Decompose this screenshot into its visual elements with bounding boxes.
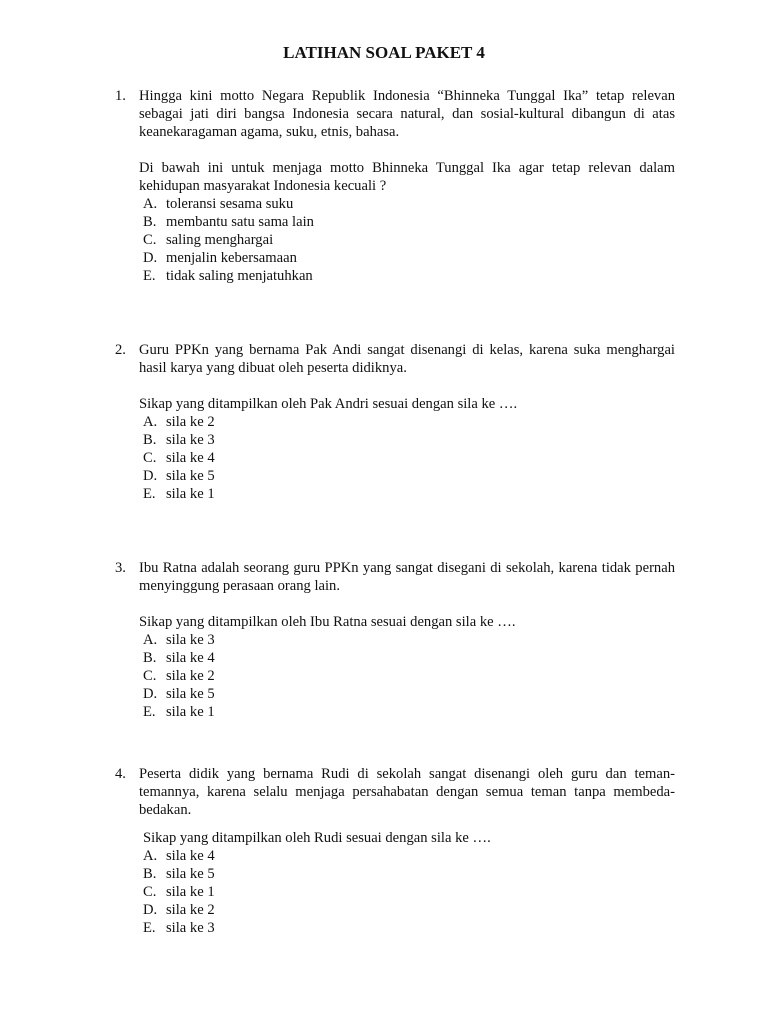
- option-letter: D.: [143, 686, 158, 702]
- question-3: [115, 559, 675, 721]
- option-text: sila ke 3: [166, 632, 215, 648]
- option-c: [143, 231, 675, 249]
- option-text: sila ke 1: [166, 884, 215, 900]
- option-d: [143, 467, 675, 485]
- option-letter: C.: [143, 668, 157, 684]
- option-list: [143, 413, 675, 503]
- option-text: sila ke 4: [166, 450, 215, 466]
- option-a: [143, 413, 675, 431]
- option-c: [143, 667, 675, 685]
- option-text: sila ke 5: [166, 686, 215, 702]
- question-text: Peserta didik yang bernama Rudi di sekolah sangat disenangi oleh guru dan teman-temannya, karena selalu menjaga persahabatan dengan semua teman tanpa membeda-bedakan.: [139, 766, 675, 818]
- question-1: [115, 87, 675, 285]
- question-2: [115, 341, 675, 503]
- option-text: sila ke 2: [166, 414, 215, 430]
- option-e: [143, 485, 675, 503]
- option-list: [143, 195, 675, 285]
- option-a: [143, 847, 675, 865]
- question-4: [115, 765, 675, 937]
- option-letter: C.: [143, 232, 157, 248]
- option-letter: B.: [143, 214, 157, 230]
- question-text: Hingga kini motto Negara Republik Indonesia “Bhinneka Tunggal Ika” tetap relevan sebagai jati diri bangsa Indonesia secara natural, dan sosial-kultural dibangun di atas keanekaragaman agama, suku, etnis, bahasa.: [139, 88, 675, 140]
- question-text: Guru PPKn yang bernama Pak Andi sangat disenangi di kelas, karena suka menghargai hasil karya yang dibuat oleh peserta didiknya.: [139, 342, 675, 376]
- question-prompt: Sikap yang ditampilkan oleh Ibu Ratna sesuai dengan sila ke ….: [139, 614, 516, 630]
- option-text: sila ke 2: [166, 902, 215, 918]
- option-list: [143, 631, 675, 721]
- option-b: [143, 431, 675, 449]
- option-letter: C.: [143, 450, 157, 466]
- question-number: 3.: [115, 560, 126, 576]
- option-e: [143, 703, 675, 721]
- question-prompt: Sikap yang ditampilkan oleh Pak Andri sesuai dengan sila ke ….: [139, 396, 518, 412]
- question-number: 1.: [115, 88, 126, 104]
- option-text: toleransi sesama suku: [166, 196, 294, 212]
- option-text: sila ke 4: [166, 848, 215, 864]
- option-letter: C.: [143, 884, 157, 900]
- option-text: tidak saling menjatuhkan: [166, 268, 313, 284]
- option-d: [143, 249, 675, 267]
- question-prompt: Di bawah ini untuk menjaga motto Bhinneka Tunggal Ika agar tetap relevan dalam kehidupan masyarakat Indonesia kecuali ?: [139, 160, 675, 194]
- option-letter: A.: [143, 414, 158, 430]
- option-text: sila ke 4: [166, 650, 215, 666]
- question-number: 2.: [115, 342, 126, 358]
- option-c: [143, 883, 675, 901]
- option-c: [143, 449, 675, 467]
- option-d: [143, 685, 675, 703]
- option-letter: A.: [143, 632, 158, 648]
- option-a: [143, 195, 675, 213]
- option-letter: B.: [143, 866, 157, 882]
- option-b: [143, 649, 675, 667]
- option-list: [143, 847, 675, 937]
- option-text: sila ke 3: [166, 432, 215, 448]
- option-text: membantu satu sama lain: [166, 214, 314, 230]
- option-e: [143, 919, 675, 937]
- option-letter: E.: [143, 920, 156, 936]
- option-letter: E.: [143, 704, 156, 720]
- option-letter: B.: [143, 432, 157, 448]
- option-letter: A.: [143, 848, 158, 864]
- question-prompt: Sikap yang ditampilkan oleh Rudi sesuai dengan sila ke ….: [143, 830, 491, 846]
- option-letter: E.: [143, 486, 156, 502]
- question-number: 4.: [115, 766, 126, 782]
- document-title: LATIHAN SOAL PAKET 4: [283, 43, 485, 62]
- option-e: [143, 267, 675, 285]
- option-letter: A.: [143, 196, 158, 212]
- option-text: sila ke 3: [166, 920, 215, 936]
- option-b: [143, 213, 675, 231]
- option-text: sila ke 5: [166, 866, 215, 882]
- option-letter: B.: [143, 650, 157, 666]
- option-text: sila ke 2: [166, 668, 215, 684]
- option-text: sila ke 5: [166, 468, 215, 484]
- option-letter: D.: [143, 902, 158, 918]
- option-letter: D.: [143, 468, 158, 484]
- option-b: [143, 865, 675, 883]
- option-letter: D.: [143, 250, 158, 266]
- option-a: [143, 631, 675, 649]
- option-text: menjalin kebersamaan: [166, 250, 297, 266]
- option-text: saling menghargai: [166, 232, 274, 248]
- option-letter: E.: [143, 268, 156, 284]
- option-text: sila ke 1: [166, 486, 215, 502]
- option-d: [143, 901, 675, 919]
- option-text: sila ke 1: [166, 704, 215, 720]
- question-text: Ibu Ratna adalah seorang guru PPKn yang sangat disegani di sekolah, karena tidak pernah menyinggung perasaan orang lain.: [139, 560, 675, 594]
